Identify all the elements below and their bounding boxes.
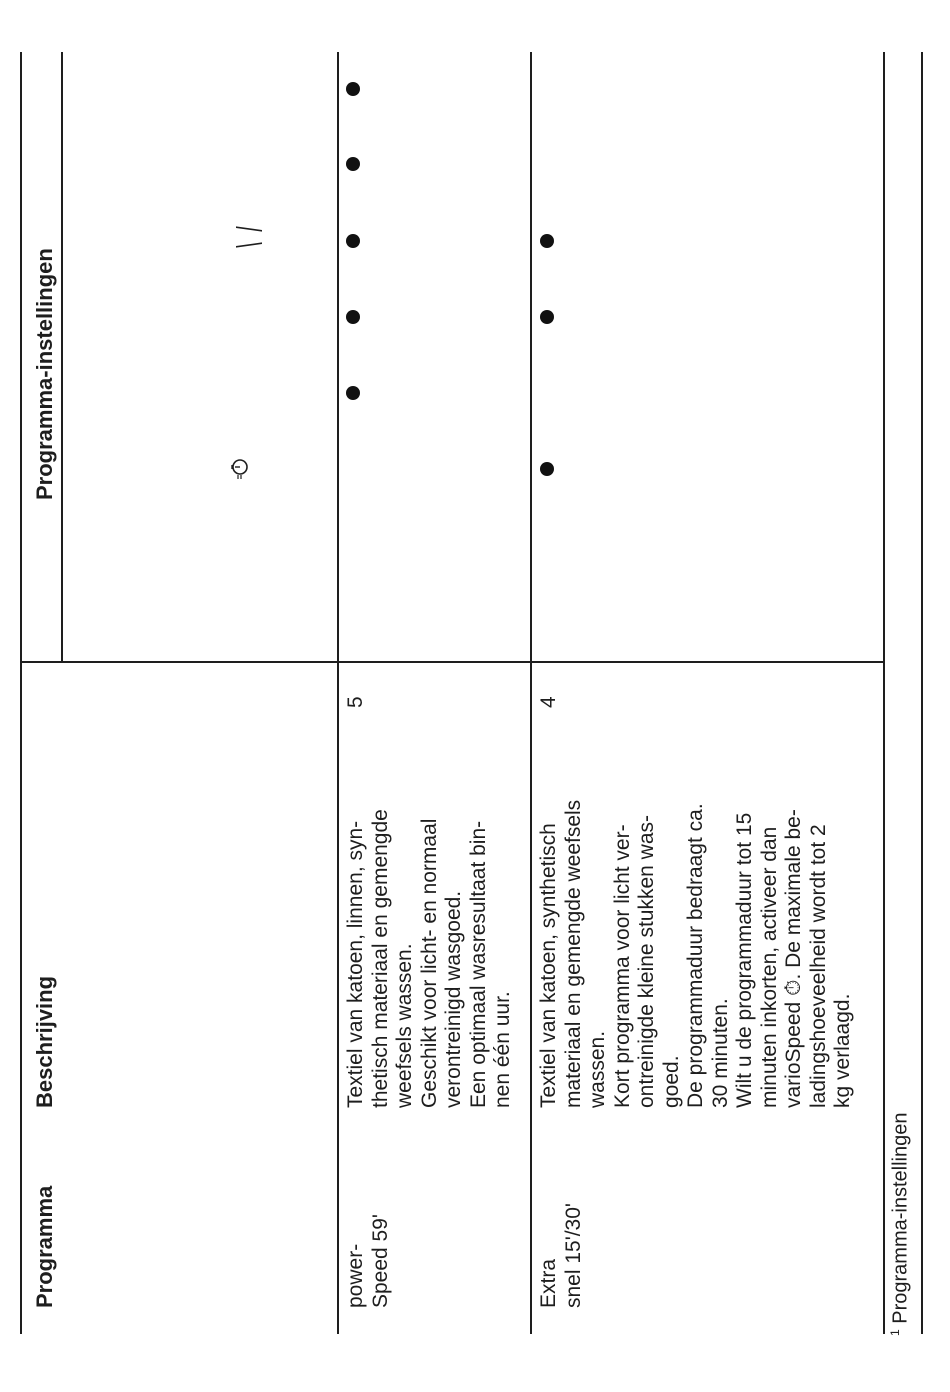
footnote-text: Programma-instellingen [889, 1112, 912, 1324]
table-line-bottom [883, 52, 885, 1334]
header-divider [337, 52, 339, 1334]
program-load-extrasnel: 4 [537, 696, 560, 708]
header-programma: Programma [32, 1185, 57, 1308]
setting-dot [540, 462, 554, 476]
settings-subheader-line [61, 52, 63, 662]
setting-dot [540, 310, 554, 324]
program-name-extrasnel: Extra snel 15'/30' [537, 1203, 585, 1308]
header-instellingen: Programma-instellingen [32, 248, 57, 500]
variospeed-icon [228, 456, 250, 482]
setting-dot [346, 234, 360, 248]
setting-dot [346, 310, 360, 324]
program-load-powerspeed: 5 [344, 696, 367, 708]
footnote-marker: 1 [888, 1329, 902, 1336]
setting-dot [540, 234, 554, 248]
column-divider [20, 661, 884, 663]
table-line-top [20, 52, 22, 1334]
program-desc-powerspeed: Textiel van katoen, linnen, syn- thetisch materiaal en gemengde weefsels wassen. Geschikt voor licht- en normaal verontreinigd wasgoed. Een optimaal wasresultaat bin- nen één uur. [344, 809, 514, 1108]
header-beschrijving: Beschrijving [32, 975, 57, 1108]
program-name-powerspeed: power- Speed 59' [344, 1214, 392, 1308]
setting-dot [346, 82, 360, 96]
row-divider [530, 52, 532, 1334]
drum-icon [236, 220, 262, 254]
page-edge-line [921, 52, 923, 1334]
setting-dot [346, 157, 360, 171]
program-desc-extrasnel: Textiel van katoen, synthetisch materiaal en gemengde weefsels wassen. Kort programma voor licht ver- ontreinigde kleine stukken was- goed. De programmaduur bedraagt ca. 30 minuten. Wilt u de programmaduur tot 15 minuten inkorten, activeer dan varioSpeed ⏱. De maximale be- ladingshoeveelheid wordt tot 2 kg verlaagd. [537, 799, 854, 1108]
footnote [888, 1113, 913, 1336]
setting-dot [346, 386, 360, 400]
